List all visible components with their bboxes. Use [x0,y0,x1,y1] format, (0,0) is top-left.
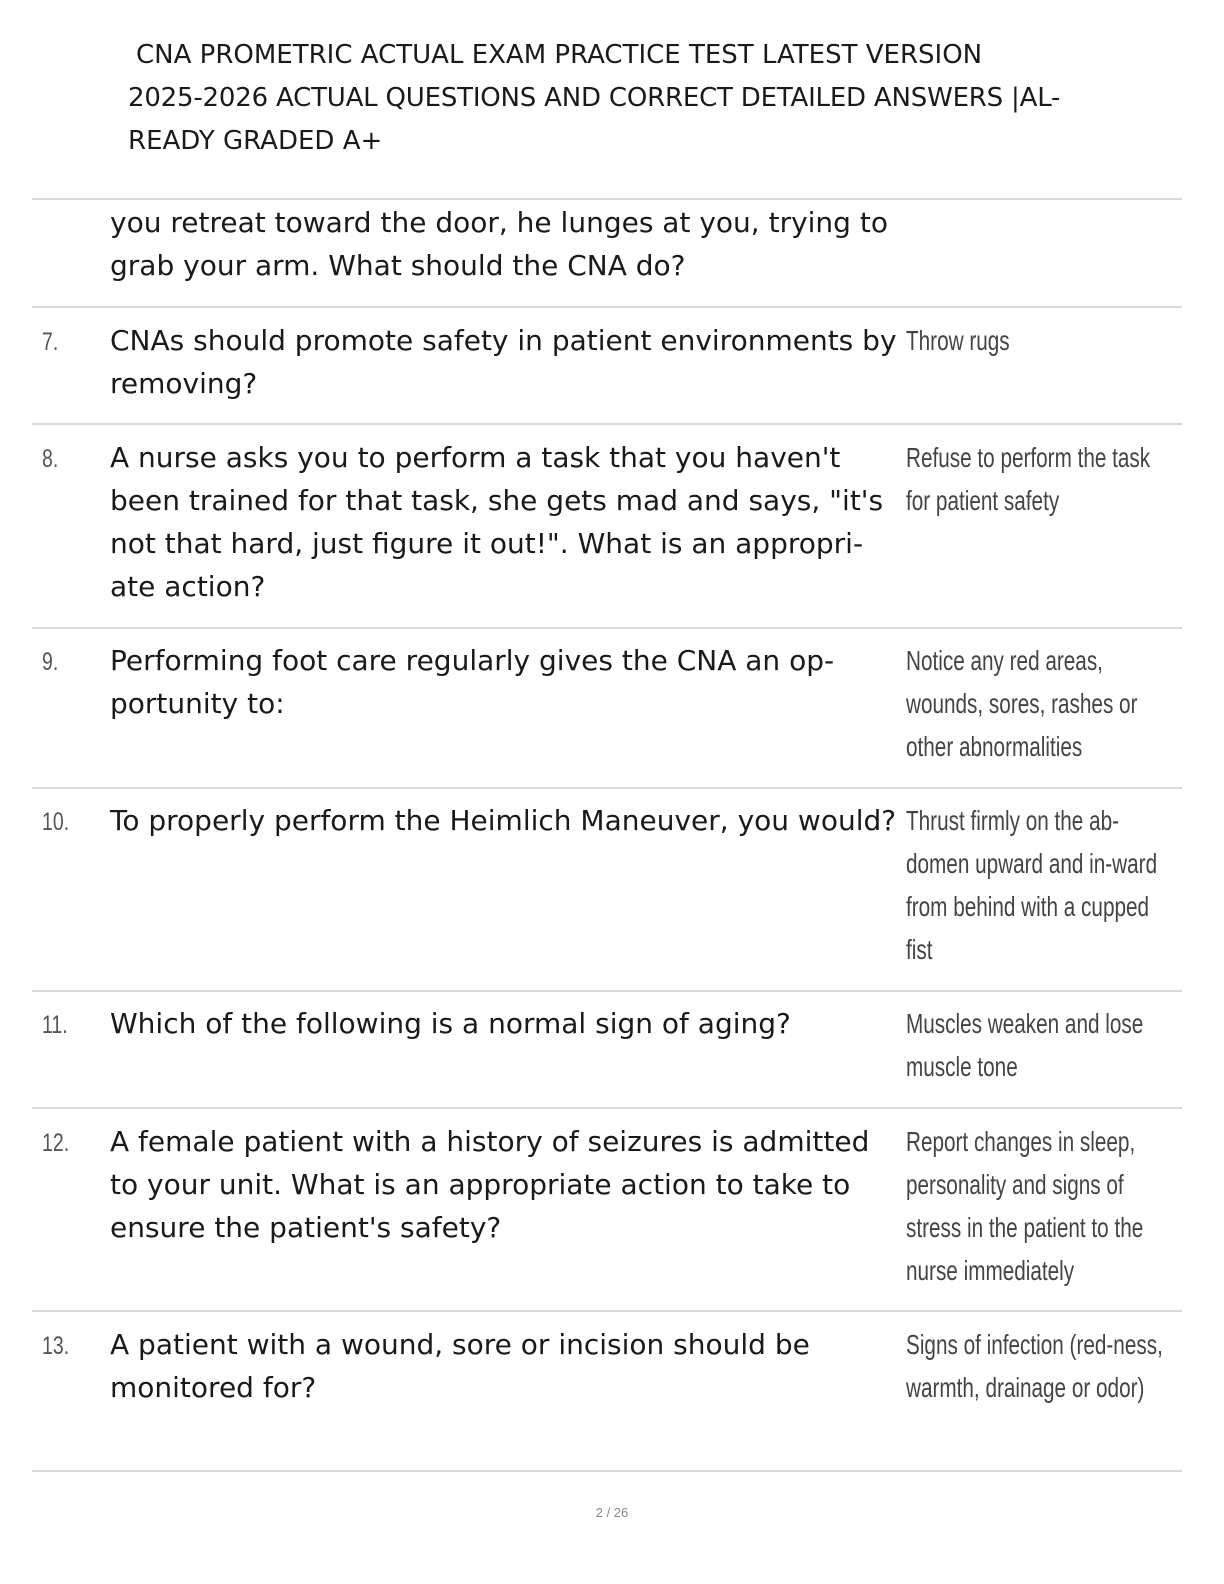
answer-text: Refuse to perform the task for patient safety [906,442,1151,516]
question-text: A female patient with a history of seizures is admitted to your unit. What is an appropriate action to take to ensure the patient's safety? [110,1125,870,1244]
header-line-2: 2025-2026 ACTUAL QUESTIONS AND CORRECT DETAILED ANSWERS |AL- [128,83,1061,113]
row-divider [32,1310,1182,1312]
answer-text: Thrust firmly on the ab-domen upward and in-ward from behind with a cupped fist [906,805,1158,965]
question-number: 13. [42,1332,70,1360]
row-divider [32,990,1182,992]
row-divider [32,787,1182,789]
row-divider [32,423,1182,425]
question-number: 10. [42,808,70,836]
answer-text: Muscles weaken and lose muscle tone [906,1008,1144,1082]
document-header [128,34,1218,163]
row-divider [32,198,1182,200]
row-divider [32,627,1182,629]
question-text: Which of the following is a normal sign of aging? [110,1007,791,1040]
question-number: 11. [42,1011,68,1039]
question-text: To properly perform the Heimlich Maneuver, you would? [110,804,897,837]
answer-text: Throw rugs [906,325,1010,356]
page-number: 2 / 26 [595,1505,629,1520]
question-text-continued: you retreat toward the door, he lunges at you, trying to grab your arm. What should the CNA do? [110,206,888,282]
row-divider [32,1470,1182,1472]
question-number: 7. [42,328,59,356]
question-number: 12. [42,1129,70,1157]
row-divider [32,1107,1182,1109]
header-line-1: CNA PROMETRIC ACTUAL EXAM PRACTICE TEST LATEST VERSION [136,40,983,70]
question-number: 9. [42,648,59,676]
question-text: Performing foot care regularly gives the CNA an op-portunity to: [110,644,835,720]
question-text: A nurse asks you to perform a task that you haven't been trained for that task, she gets mad and says, "it's not that hard, just figure it out!". What is an appropri-ate action? [110,441,884,603]
header-line-3: READY GRADED A+ [128,126,383,156]
row-divider [32,306,1182,308]
answer-text: Notice any red areas, wounds, sores, rashes or other abnormalities [906,645,1138,762]
answer-text: Report changes in sleep, personality and signs of stress in the patient to the nurse immediately [906,1126,1144,1286]
question-text: A patient with a wound, sore or incision should be monitored for? [110,1328,810,1404]
question-number: 8. [42,445,59,473]
question-text: CNAs should promote safety in patient environments by removing? [110,324,897,400]
answer-text: Signs of infection (red-ness, warmth, drainage or odor) [906,1329,1163,1403]
